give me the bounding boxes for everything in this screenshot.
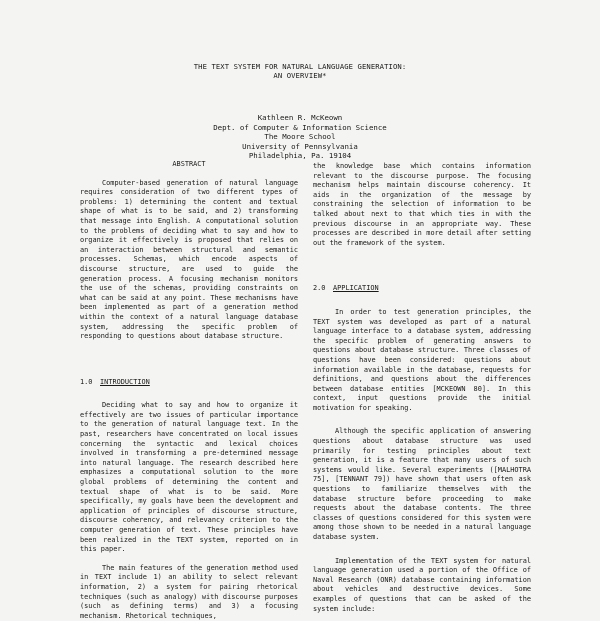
title-line-1: THE TEXT SYSTEM FOR NATURAL LANGUAGE GENERATION:	[193, 62, 407, 71]
right-column	[313, 162, 531, 614]
application-heading	[313, 284, 531, 294]
right-top-paragraph: the knowledge base which contains information relevant to the discourse purpose. The focusing mechanism helps maintain discourse coherency. It aids in the organization of the message by constraining the selection of information to be talked about next to that which ties in with the previous discourse in an appropriate way. These processes are described in more detail after setting out the framework of the system.	[313, 162, 531, 247]
title-line-2: AN OVERVIEW*	[273, 71, 327, 80]
application-paragraph-2: Although the specific application of answering questions about database structure was used primarily for testing principles about text generation, it is a feature that many users of such systems would like. Several experiments ([MALHOTRA 75], [TENNANT 79]) have shown that users often ask questions to familiarize themselves with the database structure before proceeding to make requests about the database contents. The three classes of questions considered for this system were among those shown to be needed in a natural language database system.	[313, 427, 531, 541]
paper-title	[0, 62, 600, 80]
author-university: University of Pennsylvania	[242, 141, 358, 151]
author-block	[0, 113, 600, 161]
author-city: Philadelphia, Pa. 19104	[248, 151, 352, 160]
author-school: The Moore School	[264, 132, 336, 141]
author-dept: Dept. of Computer & Information Science	[213, 122, 387, 132]
application-number: 2.0	[313, 284, 326, 293]
intro-paragraph-2: The main features of the generation method used in TEXT include 1) an ability to select relevant information, 2) a system for pairing rhetorical techniques (such as analogy) with discourse purposes (such as defining terms) and 3) a focusing mechanism. Rhetorical techniques,	[80, 563, 298, 620]
author-name: Kathleen R. McKeown	[257, 113, 343, 122]
intro-paragraph-1: Deciding what to say and how to organize it effectively are two issues of particular importance to the generation of natural language text. In the past, researchers have concentrated on local issues concerning the syntactic and lexical choices involved in transforming a pre-determined message into natural language. The research described here emphasizes a computational solution to the more global problems of determining the content and textual shape of what is to be said. More specifically, my goals have been the development and application of principles of discourse structure, discourse coherency, and relevancy criterion to the computer generation of text. These principles have been realized in the TEXT system, reported on in this paper.	[80, 401, 298, 554]
intro-heading	[80, 378, 298, 388]
abstract-text: Computer-based generation of natural language requires consideration of two different types of problems: 1) determining the content and textual shape of what is to be said, and 2) transforming that message into English. A computational solution to the problems of deciding what to say and how to organize it effectively is proposed that relies on an interaction between structural and semantic processes. Schemas, which encode aspects of discourse structure, are used to guide the generation process. A focusing mechanism monitors the use of the schemas, providing constraints on what can be said at any point. These mechanisms have been implemented as part of a generation method within the context of a natural language database system, addressing the specific problem of responding to questions about database structure.	[80, 178, 298, 341]
left-column	[80, 160, 298, 621]
application-paragraph-1: In order to test generation principles, the TEXT system was developed as part of a natural language interface to a database system, addressing the specific problem of generating answers to questions about database structure. Three classes of questions have been considered: questions about information available in the database, requests for definitions, and questions about the differences between database entities [MCKEOWN 80]. In this context, input questions provide the initial motivation for speaking.	[313, 307, 531, 412]
intro-number: 1.0	[80, 377, 93, 386]
application-paragraph-3: Implementation of the TEXT system for natural language generation used a portion of the Office of Naval Research (ONR) database containing information about vehicles and destructive devices. Some examples of questions that can be asked of the system include:	[313, 556, 531, 613]
abstract-heading: ABSTRACT	[172, 160, 206, 168]
application-title: APPLICATION	[333, 284, 379, 293]
intro-title: INTRODUCTION	[100, 377, 150, 386]
